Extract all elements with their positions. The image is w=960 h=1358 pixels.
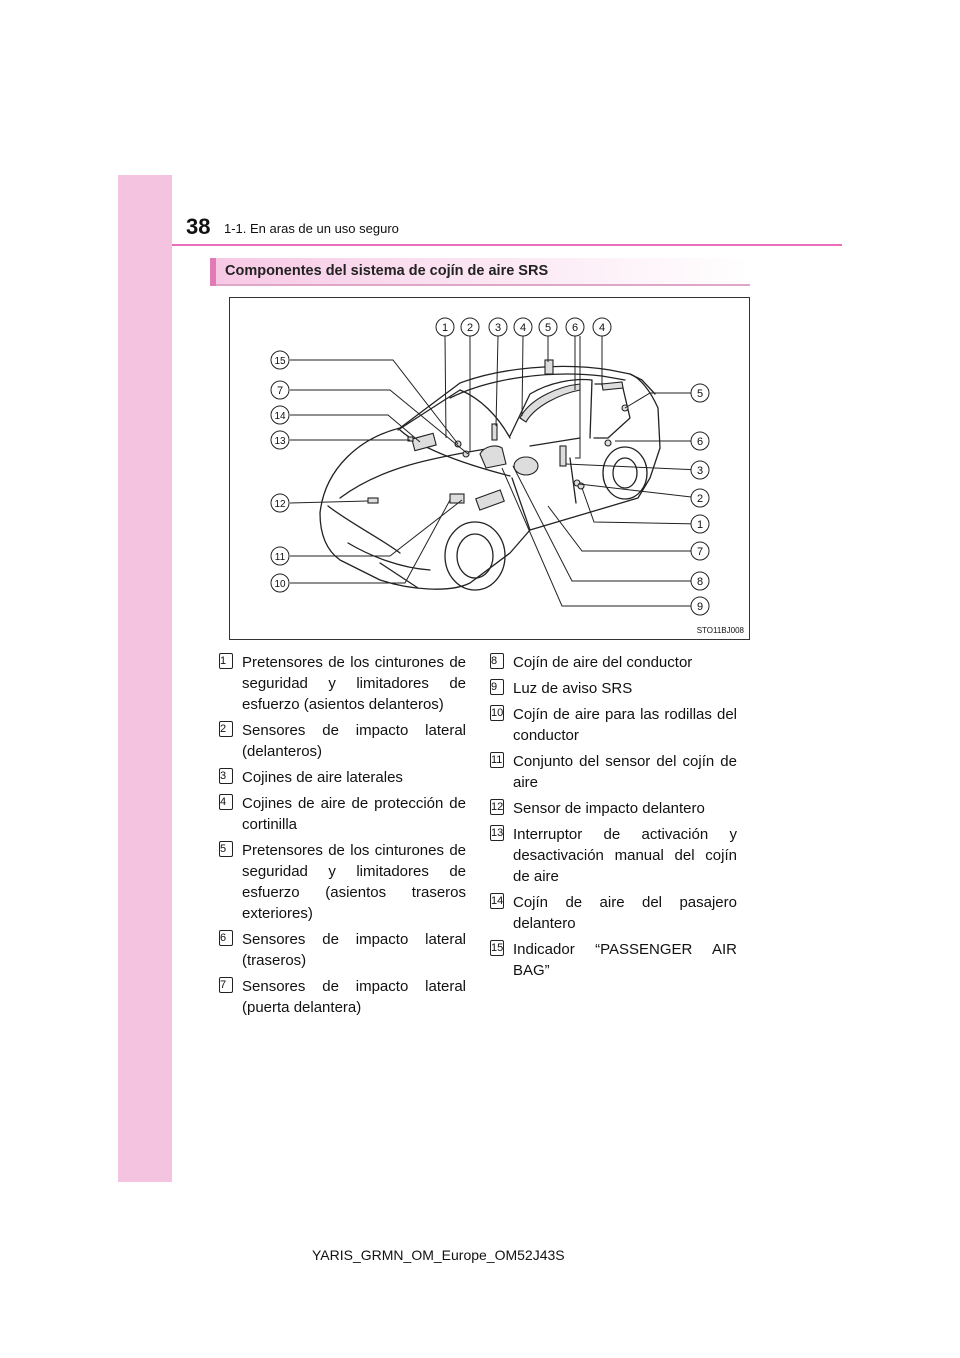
airbag-diagram [229,297,750,640]
callout-left-14: 14 [274,411,286,422]
callout-right-1: 1 [696,519,704,531]
section-title-bar [210,258,750,286]
item-number-badge: 6 [219,930,233,946]
item-number-badge: 2 [219,721,233,737]
item-text: Cojín de aire para las rodillas del conductor [513,706,737,744]
footer-doc-id: YARIS_GRMN_OM_Europe_OM52J43S [312,1247,565,1263]
section-title: Componentes del sistema de cojín de aire SRS [225,263,549,279]
item-text: Sensores de impacto lateral (puerta delantera) [242,978,466,1016]
item-number-badge: 1 [219,653,233,669]
item-number-badge: 13 [491,827,504,839]
callout-right-9: 9 [696,601,704,613]
item-text: Sensores de impacto lateral (delanteros) [242,722,466,760]
chapter-sidebar-tab [118,175,172,1182]
list-item [487,892,737,934]
list-item [216,793,466,835]
item-text: Luz de aviso SRS [513,680,633,697]
item-text: Sensor de impacto delantero [513,800,705,817]
list-item [487,824,737,887]
item-text: Indicador “PASSENGER AIR BAG” [513,941,737,979]
item-text: Cojín de aire del pasajero delantero [513,894,737,932]
list-item [216,929,466,971]
item-text: Cojines de aire laterales [242,769,403,786]
callout-left-11: 11 [274,552,286,563]
list-item [487,798,737,819]
callout-top-6: 6 [571,322,579,334]
page-number: 38 [186,214,211,239]
item-number-badge: 11 [491,754,503,766]
callout-top-2: 2 [466,322,474,334]
list-item [487,652,737,673]
item-text: Pretensores de los cinturones de seguridad y limitadores de esfuerzo (asientos delanteros) [242,654,466,713]
list-item [487,751,737,793]
item-number-badge: 12 [491,801,504,813]
list-item [216,976,466,1018]
car-illustration [230,298,749,639]
item-text: Conjunto del sensor del cojín de aire [513,753,737,791]
item-text: Sensores de impacto lateral (traseros) [242,931,466,969]
callout-top-1: 1 [441,322,449,334]
section-accent [210,258,216,286]
header-rule [172,244,842,246]
callout-left-13: 13 [274,436,286,447]
list-item [216,767,466,788]
callout-left-15: 15 [274,356,286,367]
callout-right-3: 3 [696,465,704,477]
item-number-badge: 9 [490,679,504,695]
item-number-badge: 10 [491,707,504,719]
list-item [216,840,466,924]
item-text: Cojín de aire del conductor [513,654,693,671]
callout-left-12: 12 [274,499,286,510]
legend-list-left [216,652,466,1023]
callout-top-5: 5 [544,322,552,334]
item-number-badge: 4 [219,794,233,810]
chapter-title: 1-1. En aras de un uso seguro [224,221,399,236]
list-item [487,678,737,699]
item-number-badge: 14 [491,895,504,907]
callout-right-5: 5 [696,388,704,400]
callout-top-8: 4 [598,322,606,334]
item-number-badge: 8 [490,653,504,669]
item-number-badge: 5 [219,841,233,857]
list-item [216,720,466,762]
callout-left-10: 10 [274,579,286,590]
list-item [487,704,737,746]
item-text: Interruptor de activación y desactivación manual del cojín de aire [513,826,737,885]
figure-code: STO11BJ008 [696,626,744,635]
item-number-badge: 7 [219,977,233,993]
callout-top-3: 3 [494,322,502,334]
list-item [216,652,466,715]
legend-list-right [487,652,737,986]
callout-right-2: 2 [696,493,704,505]
callout-right-8: 8 [696,576,704,588]
callout-left-7: 7 [276,385,284,397]
item-number-badge: 3 [219,768,233,784]
item-text: Cojines de aire de protección de cortinilla [242,795,466,833]
callout-right-7: 7 [696,546,704,558]
list-item [487,939,737,981]
callout-right-6: 6 [696,436,704,448]
item-number-badge: 15 [491,942,504,954]
callout-top-4: 4 [519,322,527,334]
item-text: Pretensores de los cinturones de seguridad y limitadores de esfuerzo (asientos traseros exteriores) [242,842,466,922]
